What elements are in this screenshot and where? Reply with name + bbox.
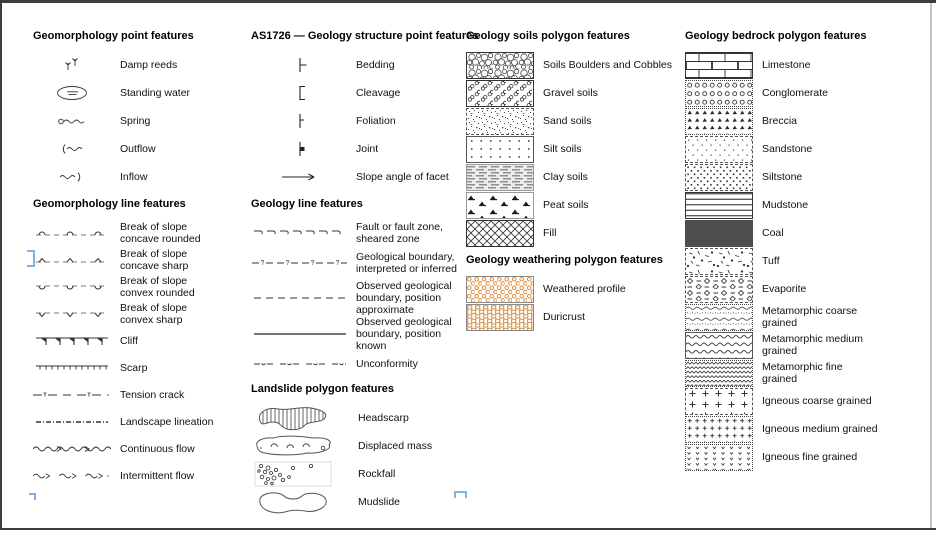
break-concave-sharp-icon bbox=[33, 254, 111, 266]
conglomerate-swatch bbox=[685, 80, 753, 107]
legend-row-mudstone bbox=[685, 191, 935, 219]
igneous-coarse-swatch bbox=[685, 388, 753, 415]
svg-text:?: ? bbox=[285, 260, 290, 267]
text-cursor-bracket-artifact bbox=[27, 250, 35, 267]
legend-label: Igneous medium grained bbox=[762, 423, 878, 435]
fault-line-icon bbox=[251, 228, 348, 238]
legend-row-unconformity bbox=[251, 352, 463, 376]
legend-row-metamorphic-medium bbox=[685, 331, 935, 359]
section-title-soils: Geology soils polygon features bbox=[466, 30, 630, 42]
metamorphic-coarse-swatch bbox=[685, 304, 753, 331]
legend-row-breccia bbox=[685, 107, 935, 135]
legend-label: Geological boundary, interpreted or inferred bbox=[356, 251, 457, 275]
legend-row-scarp bbox=[33, 354, 245, 381]
legend-label: Observed geological boundary, position known bbox=[356, 316, 452, 352]
legend-label: Sand soils bbox=[543, 115, 592, 127]
legend-row-silt bbox=[466, 135, 682, 163]
legend-row-boulders bbox=[466, 51, 682, 79]
legend-label: Evaporite bbox=[762, 283, 807, 295]
legend-row-sandstone bbox=[685, 135, 935, 163]
sandstone-swatch bbox=[685, 136, 753, 163]
legend-row-sand bbox=[466, 107, 682, 135]
legend-label: Cleavage bbox=[356, 87, 401, 99]
limestone-swatch bbox=[685, 52, 753, 79]
legend-label: Unconformity bbox=[356, 358, 418, 370]
evaporite-swatch bbox=[685, 276, 753, 303]
metamorphic-medium-swatch bbox=[685, 332, 753, 359]
rockfall-polygon-icon bbox=[251, 460, 350, 488]
silt-swatch bbox=[466, 136, 534, 163]
column-geology-bedrock bbox=[685, 30, 935, 471]
legend-row-intermittent-flow bbox=[33, 462, 245, 489]
legend-row-damp-reeds bbox=[33, 51, 245, 79]
legend-label: Headscarp bbox=[358, 412, 409, 424]
legend-row-break-convex-rounded bbox=[33, 273, 245, 300]
legend-label: Fill bbox=[543, 227, 557, 239]
legend-row-boundary-approximate bbox=[251, 280, 463, 316]
legend-row-inflow bbox=[33, 163, 245, 191]
legend-row-spring bbox=[33, 107, 245, 135]
foliation-icon bbox=[251, 112, 348, 130]
section-title-geomorph-point: Geomorphology point features bbox=[33, 30, 194, 42]
joint-icon bbox=[251, 140, 348, 158]
mudstone-swatch bbox=[685, 192, 753, 219]
legend-label: Soils Boulders and Cobbles bbox=[543, 59, 672, 71]
legend-row-igneous-coarse bbox=[685, 387, 935, 415]
text-cursor-bracket-artifact-2 bbox=[454, 491, 467, 498]
column-geology-soils bbox=[466, 30, 682, 331]
bedding-icon bbox=[251, 56, 348, 74]
landscape-lineation-icon bbox=[33, 418, 111, 426]
legend-label: Weathered profile bbox=[543, 283, 626, 295]
legend-label: Metamorphic coarse grained bbox=[762, 305, 858, 329]
legend-label: Metamorphic medium grained bbox=[762, 333, 863, 357]
legend-label: Foliation bbox=[356, 115, 396, 127]
legend-row-igneous-fine bbox=[685, 443, 935, 471]
breccia-swatch bbox=[685, 108, 753, 135]
metamorphic-fine-swatch bbox=[685, 360, 753, 387]
section-title-bedrock: Geology bedrock polygon features bbox=[685, 30, 867, 42]
legend-row-mudslide bbox=[251, 488, 463, 516]
headscarp-polygon-icon bbox=[251, 404, 350, 432]
legend-label: Standing water bbox=[120, 87, 191, 99]
section-title-structure-point: AS1726 — Geology structure point features bbox=[251, 30, 479, 42]
sand-swatch bbox=[466, 108, 534, 135]
legend-label: Spring bbox=[120, 115, 151, 127]
igneous-fine-swatch bbox=[685, 444, 753, 471]
legend-label: Peat soils bbox=[543, 199, 589, 211]
legend-row-standing-water bbox=[33, 79, 245, 107]
weathered-profile-swatch bbox=[466, 276, 534, 303]
legend-row-slope-angle bbox=[251, 163, 463, 191]
legend-row-tuff bbox=[685, 247, 935, 275]
column-geomorphology bbox=[33, 30, 245, 489]
legend-row-landscape-lineation bbox=[33, 408, 245, 435]
legend-row-break-convex-sharp bbox=[33, 300, 245, 327]
legend-label: Landscape lineation bbox=[120, 415, 214, 428]
legend-label: Inflow bbox=[120, 171, 148, 183]
section-title-geology-line: Geology line features bbox=[251, 198, 363, 210]
damp-reeds-icon bbox=[33, 57, 111, 73]
legend-row-boundary-inferred bbox=[251, 246, 463, 280]
section-title-geomorph-line: Geomorphology line features bbox=[33, 198, 186, 210]
legend-row-outflow bbox=[33, 135, 245, 163]
coal-swatch bbox=[685, 220, 753, 247]
break-convex-sharp-icon bbox=[33, 308, 111, 320]
legend-label: Continuous flow bbox=[120, 442, 195, 455]
legend-row-metamorphic-fine bbox=[685, 359, 935, 387]
legend-label: Siltstone bbox=[762, 171, 803, 183]
boundary-approximate-icon bbox=[251, 295, 348, 301]
legend-row-coal bbox=[685, 219, 935, 247]
displaced-mass-polygon-icon bbox=[251, 433, 350, 459]
svg-text:?: ? bbox=[310, 260, 315, 267]
legend-label: Break of slope concave sharp bbox=[120, 247, 189, 272]
tension-crack-icon bbox=[33, 390, 111, 400]
legend-row-displaced-mass bbox=[251, 432, 463, 460]
legend-label: Displaced mass bbox=[358, 440, 433, 452]
mudslide-polygon-icon bbox=[251, 488, 350, 516]
legend-label: Rockfall bbox=[358, 468, 396, 480]
slope-angle-arrow-icon bbox=[251, 171, 348, 183]
legend-label: Observed geological boundary, position approximate bbox=[356, 280, 452, 316]
tuff-swatch bbox=[685, 248, 753, 275]
legend-label: Break of slope convex sharp bbox=[120, 301, 188, 326]
legend-row-foliation bbox=[251, 107, 463, 135]
legend-label: Sandstone bbox=[762, 143, 813, 155]
text-cursor-corner-artifact bbox=[29, 493, 36, 500]
boundary-known-icon bbox=[251, 331, 348, 337]
legend-row-rockfall bbox=[251, 460, 463, 488]
legend-label: Damp reeds bbox=[120, 59, 178, 71]
legend-row-break-concave-sharp bbox=[33, 246, 245, 273]
legend-label: Mudstone bbox=[762, 199, 809, 211]
scarp-icon bbox=[33, 363, 111, 373]
legend-label: Outflow bbox=[120, 143, 156, 155]
legend-row-conglomerate bbox=[685, 79, 935, 107]
inflow-icon bbox=[33, 170, 111, 184]
svg-text:?: ? bbox=[260, 260, 265, 267]
legend-row-metamorphic-coarse bbox=[685, 303, 935, 331]
spring-icon bbox=[33, 115, 111, 128]
legend-label: Scarp bbox=[120, 361, 148, 374]
legend-label: Tension crack bbox=[120, 388, 185, 401]
legend-row-tension-crack bbox=[33, 381, 245, 408]
legend-row-fill bbox=[466, 219, 682, 247]
legend-label: Fault or fault zone, sheared zone bbox=[356, 220, 443, 245]
cliff-icon bbox=[33, 335, 111, 347]
break-concave-rounded-icon bbox=[33, 227, 111, 239]
legend-row-duricrust bbox=[466, 303, 682, 331]
legend-label: Duricrust bbox=[543, 311, 586, 323]
boundary-inferred-icon bbox=[251, 257, 348, 269]
standing-water-icon bbox=[33, 85, 111, 101]
legend-label: Intermittent flow bbox=[120, 469, 195, 482]
legend-row-fault bbox=[251, 219, 463, 246]
gravel-swatch bbox=[466, 80, 534, 107]
page-border-top bbox=[0, 0, 936, 3]
legend-label: Breccia bbox=[762, 115, 798, 127]
legend-row-limestone bbox=[685, 51, 935, 79]
legend-row-boundary-known bbox=[251, 316, 463, 352]
legend-row-cleavage bbox=[251, 79, 463, 107]
section-title-landslide: Landslide polygon features bbox=[251, 383, 395, 395]
outflow-icon bbox=[33, 142, 111, 156]
legend-label: Metamorphic fine grained bbox=[762, 361, 843, 385]
legend-row-siltstone bbox=[685, 163, 935, 191]
igneous-medium-swatch bbox=[685, 416, 753, 443]
legend-row-cliff bbox=[33, 327, 245, 354]
legend-label: Break of slope convex rounded bbox=[120, 274, 195, 299]
column-geology-structure bbox=[251, 30, 479, 516]
cleavage-icon bbox=[251, 84, 348, 102]
legend-row-headscarp bbox=[251, 404, 463, 432]
fill-swatch bbox=[466, 220, 534, 247]
clay-swatch bbox=[466, 164, 534, 191]
legend-label: Silt soils bbox=[543, 143, 582, 155]
intermittent-flow-icon bbox=[33, 470, 111, 482]
legend-label: Joint bbox=[356, 143, 379, 155]
legend-row-continuous-flow bbox=[33, 435, 245, 462]
peat-swatch bbox=[466, 192, 534, 219]
legend-label: Clay soils bbox=[543, 171, 588, 183]
legend-row-joint bbox=[251, 135, 463, 163]
legend-label: Break of slope concave rounded bbox=[120, 220, 201, 245]
boulders-cobbles-swatch bbox=[466, 52, 534, 79]
legend-label: Tuff bbox=[762, 255, 780, 267]
legend-row-peat bbox=[466, 191, 682, 219]
page-border-left bbox=[0, 0, 2, 530]
legend-row-gravel bbox=[466, 79, 682, 107]
legend-label: Igneous fine grained bbox=[762, 451, 858, 463]
legend-label: Cliff bbox=[120, 334, 138, 347]
legend-label: Mudslide bbox=[358, 496, 401, 508]
break-convex-rounded-icon bbox=[33, 281, 111, 293]
legend-row-evaporite bbox=[685, 275, 935, 303]
legend-label: Bedding bbox=[356, 59, 395, 71]
continuous-flow-icon bbox=[33, 443, 111, 455]
unconformity-icon bbox=[251, 360, 348, 369]
legend-row-break-concave-rounded bbox=[33, 219, 245, 246]
section-title-weathering: Geology weathering polygon features bbox=[466, 254, 663, 266]
legend-row-weathered-profile bbox=[466, 275, 682, 303]
siltstone-swatch bbox=[685, 164, 753, 191]
legend-row-clay bbox=[466, 163, 682, 191]
page-border-bottom bbox=[0, 528, 936, 530]
duricrust-swatch bbox=[466, 304, 534, 331]
legend-label: Coal bbox=[762, 227, 784, 239]
legend-row-bedding bbox=[251, 51, 463, 79]
legend-label: Gravel soils bbox=[543, 87, 598, 99]
legend-label: Igneous coarse grained bbox=[762, 395, 872, 407]
legend-row-igneous-medium bbox=[685, 415, 935, 443]
legend-label: Conglomerate bbox=[762, 87, 828, 99]
svg-text:?: ? bbox=[335, 260, 340, 267]
legend-label: Limestone bbox=[762, 59, 811, 71]
legend-label: Slope angle of facet bbox=[356, 171, 449, 183]
